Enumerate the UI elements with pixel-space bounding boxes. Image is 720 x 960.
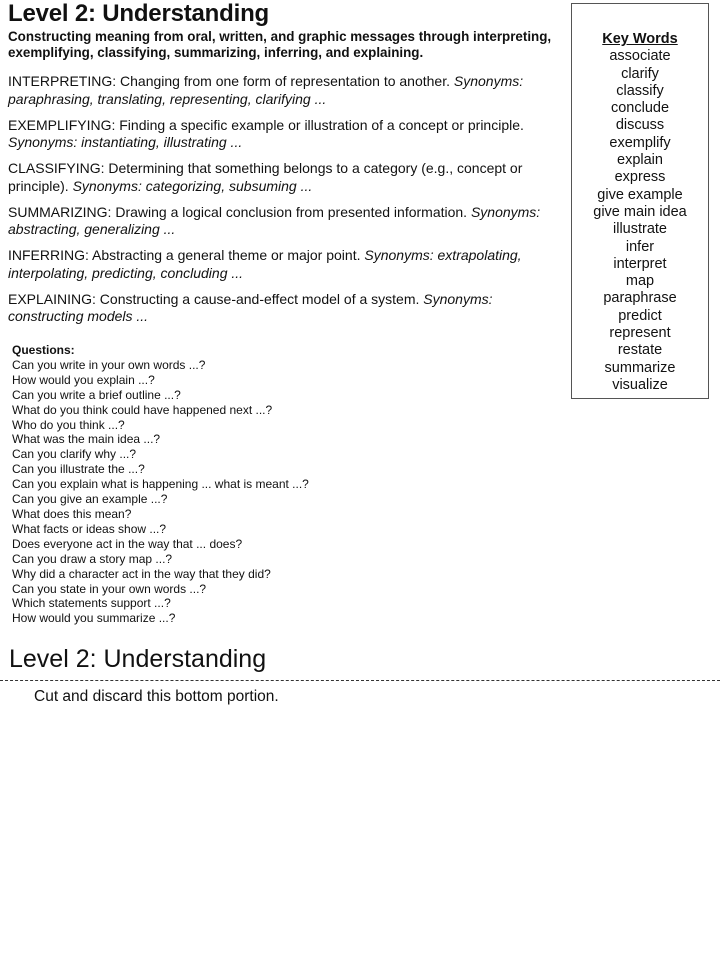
question-item: Can you illustrate the ...? <box>12 462 145 477</box>
definition-entry <box>8 73 563 108</box>
key-word: interpret <box>613 255 667 272</box>
definition-text: INFERRING: Abstracting a general theme or major point. <box>8 247 365 263</box>
definition-text: EXEMPLIFYING: Finding a specific example or illustration of a concept or principle. <box>8 116 524 133</box>
question-item: How would you explain ...? <box>12 372 155 387</box>
questions-heading: Questions: <box>12 343 75 357</box>
definition-list <box>8 73 563 334</box>
cut-note: Cut and discard this bottom portion. <box>34 688 279 705</box>
key-word: associate <box>609 48 671 65</box>
question-item: What does this mean? <box>12 506 132 521</box>
question-item: Why did a character act in the way that they did? <box>12 566 271 581</box>
key-word: summarize <box>604 359 676 376</box>
page-subtitle: Constructing meaning from oral, written, and graphic messages through interpreting, exemplifying, classifying, summarizing, inferring, and explaining. <box>8 29 552 60</box>
question-item: Who do you think ...? <box>12 417 125 432</box>
page-title: Level 2: Understanding <box>8 0 269 27</box>
question-item: Can you clarify why ...? <box>12 447 137 462</box>
question-item: Can you explain what is happening ... what is meant ...? <box>12 477 309 492</box>
synonyms-text: Synonyms: extrapolating, interpolating, predicting, concluding ... <box>8 247 522 281</box>
key-word: predict <box>618 307 662 324</box>
key-word: explain <box>617 152 663 169</box>
key-word: exemplify <box>609 134 671 151</box>
definition-text: INTERPRETING: Changing from one form of representation to another. <box>8 73 454 89</box>
key-word: restate <box>617 342 663 359</box>
key-word: give example <box>597 186 683 203</box>
key-word: represent <box>609 325 671 342</box>
key-word: express <box>614 169 666 186</box>
question-item: What do you think could have happened next ...? <box>12 402 273 417</box>
key-word: illustrate <box>613 221 667 238</box>
key-word: visualize <box>612 376 668 393</box>
questions-list <box>12 358 309 626</box>
key-word: classify <box>616 82 664 99</box>
definition-text: SUMMARIZING: Drawing a logical conclusion from presented information. <box>8 203 471 220</box>
key-word: clarify <box>621 65 659 82</box>
key-words-title: Key Words <box>602 31 678 47</box>
synonyms-text: Synonyms: instantiating, illustrating ... <box>8 134 243 150</box>
definition-text: EXPLAINING: Constructing a cause-and-effect model of a system. <box>8 290 424 307</box>
key-word: give main idea <box>593 203 687 220</box>
question-item: Can you write a brief outline ...? <box>12 387 181 402</box>
key-word: conclude <box>610 100 670 117</box>
question-item: Which statements support ...? <box>12 596 171 611</box>
footer-heading: Level 2: Understanding <box>9 645 267 673</box>
question-item: Can you draw a story map ...? <box>12 551 173 566</box>
question-item: Can you write in your own words ...? <box>12 357 206 372</box>
question-item: Can you give an example ...? <box>12 492 168 507</box>
definition-text: CLASSIFYING: Determining that something belongs to a category (e.g., concept or principle). <box>8 160 523 194</box>
synonyms-text: Synonyms: constructing models ... <box>8 290 493 324</box>
question-item: What was the main idea ...? <box>12 432 161 447</box>
question-item: How would you summarize ...? <box>12 611 176 626</box>
questions-section <box>12 343 309 626</box>
definition-entry <box>8 160 563 195</box>
key-words-list <box>572 48 708 394</box>
synonyms-text: Synonyms: abstracting, generalizing ... <box>8 203 541 237</box>
synonyms-text: Synonyms: paraphrasing, translating, representing, clarifying ... <box>8 73 524 107</box>
definition-entry <box>8 247 563 282</box>
question-item: Can you state in your own words ...? <box>12 581 207 596</box>
definition-entry <box>8 291 563 326</box>
question-item: Does everyone act in the way that ... does? <box>12 536 243 551</box>
synonyms-text: Synonyms: categorizing, subsuming ... <box>72 177 313 194</box>
question-item: What facts or ideas show ...? <box>12 521 167 536</box>
key-word: infer <box>625 238 655 255</box>
cut-line-divider <box>0 680 720 681</box>
key-words-box <box>571 3 709 399</box>
definition-entry <box>8 204 563 239</box>
definition-entry <box>8 117 563 152</box>
key-word: map <box>625 273 655 290</box>
key-word: paraphrase <box>603 290 677 307</box>
key-word: discuss <box>615 117 665 134</box>
